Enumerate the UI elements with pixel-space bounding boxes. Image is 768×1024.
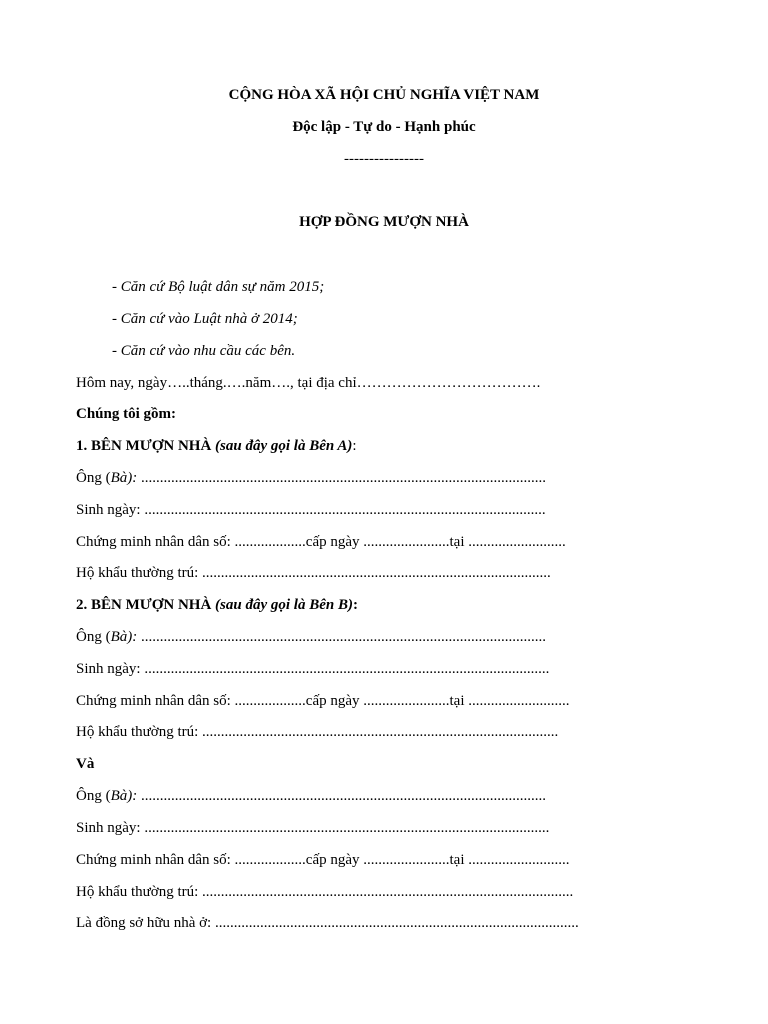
name-label: Ông ( (76, 629, 111, 645)
party-b-id: Chứng minh nhân dân số: ...................cấp ngày .......................tại ........................... (76, 693, 570, 709)
name-dots: ............................................................................................................ (137, 788, 546, 804)
party-b-note: (sau đây gọi là Bên B) (215, 597, 353, 613)
and-heading: Và (76, 756, 95, 772)
party-a-name-line (76, 469, 546, 487)
motto: Độc lập - Tự do - Hạnh phúc (292, 119, 476, 135)
legal-basis-1: - Căn cứ Bộ luật dân sự năm 2015; (112, 279, 325, 295)
party-a-colon: : (352, 438, 357, 454)
document-title: HỢP ĐỒNG MƯỢN NHÀ (299, 214, 469, 230)
nation-heading: CỘNG HÒA XÃ HỘI CHỦ NGHĨA VIỆT NAM (228, 87, 540, 103)
party-c-dob: Sinh ngày: ............................................................................................................ (76, 820, 550, 836)
name-dots: ............................................................................................................ (137, 629, 546, 645)
party-b-dob: Sinh ngày: ............................................................................................................ (76, 661, 550, 677)
party-a-note: (sau đây gọi là Bên A) (215, 438, 353, 454)
name-dots: ............................................................................................................ (137, 470, 546, 486)
name-label-italic: Bà): (110, 788, 138, 804)
party-a-title: 1. BÊN MƯỢN NHÀ (76, 438, 212, 454)
party-b-heading (76, 596, 358, 614)
header-separator: ---------------- (344, 151, 424, 167)
legal-basis-3: - Căn cứ vào nhu cầu các bên. (112, 343, 296, 359)
we-include-heading: Chúng tôi gồm: (76, 406, 177, 422)
party-a-dob: Sinh ngày: ........................................................................................................... (76, 502, 546, 518)
legal-basis-2: - Căn cứ vào Luật nhà ở 2014; (112, 311, 298, 327)
party-b-name-line (76, 628, 546, 646)
name-label: Ông ( (76, 470, 111, 486)
name-label-italic: Bà): (110, 629, 138, 645)
party-a-heading (76, 437, 357, 455)
name-label: Ông ( (76, 788, 111, 804)
party-b-title: 2. BÊN MƯỢN NHÀ (76, 597, 212, 613)
party-b-residence: Hộ khẩu thường trú: ............................................................................................... (76, 724, 559, 740)
co-owner-line: Là đồng sở hữu nhà ở: ................................................................................................. (76, 915, 579, 931)
party-a-id: Chứng minh nhân dân số: ...................cấp ngày .......................tại .......................... (76, 534, 566, 550)
party-c-id: Chứng minh nhân dân số: ...................cấp ngày .......................tại ........................... (76, 852, 570, 868)
name-label-italic: Bà): (110, 470, 138, 486)
party-c-residence: Hộ khẩu thường trú: ................................................................................................... (76, 884, 574, 900)
party-c-name-line (76, 787, 546, 805)
intro-line: Hôm nay, ngày…..tháng.….năm…., tại địa chỉ………………………………. (76, 375, 541, 391)
party-b-colon: : (352, 597, 358, 613)
party-a-residence: Hộ khẩu thường trú: ............................................................................................. (76, 565, 551, 581)
